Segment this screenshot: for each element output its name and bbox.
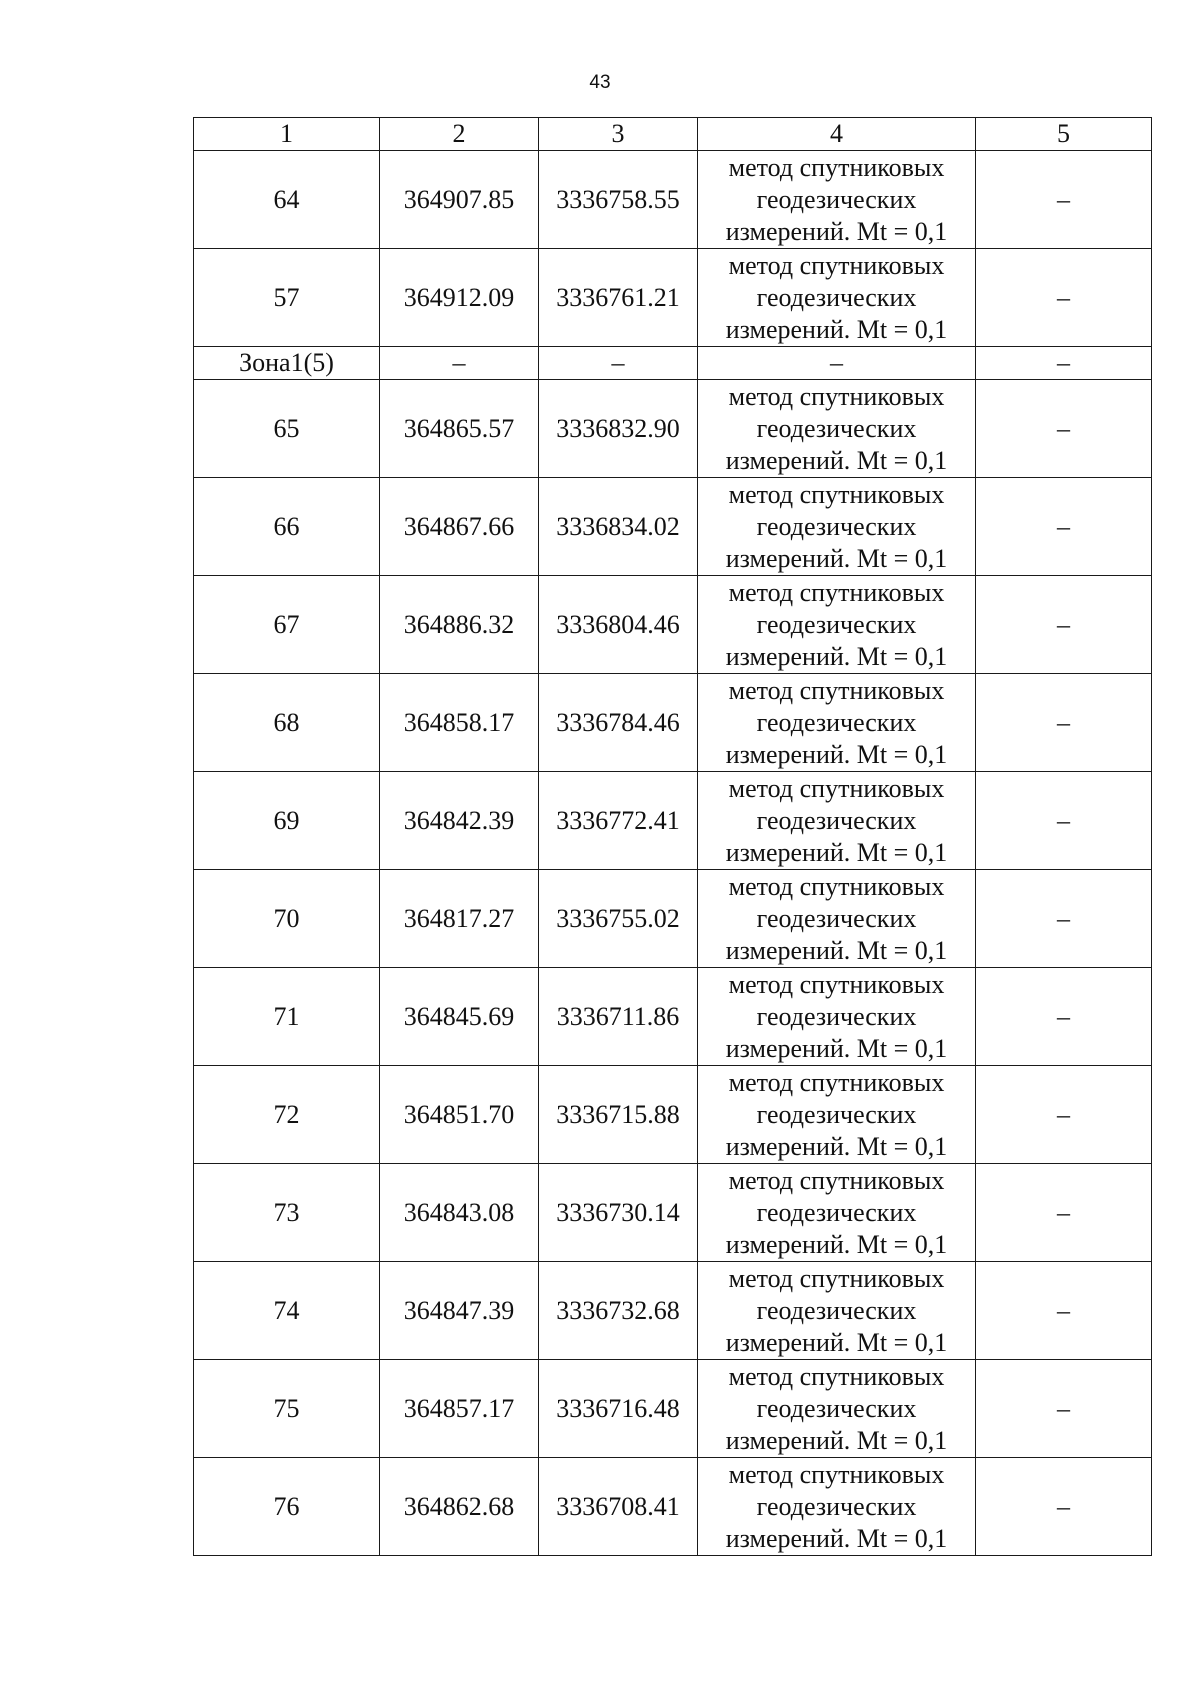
point-number-cell: 69	[194, 772, 380, 870]
table-row	[194, 576, 1152, 674]
method-line: геодезических	[756, 282, 917, 312]
method-cell	[698, 674, 976, 772]
method-line: геодезических	[756, 609, 917, 639]
point-number-cell: 72	[194, 1066, 380, 1164]
page-number: 43	[589, 72, 611, 93]
table-row	[194, 478, 1152, 576]
method-line: геодезических	[756, 1491, 917, 1521]
y-coordinate-cell: 3336716.48	[539, 1360, 698, 1458]
y-coordinate-cell: 3336804.46	[539, 576, 698, 674]
x-coordinate-cell: 364912.09	[380, 249, 539, 347]
note-cell: –	[976, 151, 1152, 249]
method-cell	[698, 576, 976, 674]
method-line: геодезических	[756, 184, 917, 214]
point-number-cell: 74	[194, 1262, 380, 1360]
method-line: измерений. Mt = 0,1	[725, 1033, 948, 1063]
method-cell	[698, 151, 976, 249]
method-line: геодезических	[756, 413, 917, 443]
note-cell: –	[976, 772, 1152, 870]
method-cell	[698, 380, 976, 478]
point-number-cell: 76	[194, 1458, 380, 1556]
y-coordinate-cell: 3336784.46	[539, 674, 698, 772]
x-coordinate-cell: 364851.70	[380, 1066, 539, 1164]
x-coordinate-cell: 364857.17	[380, 1360, 539, 1458]
table-row	[194, 1360, 1152, 1458]
method-line: геодезических	[756, 707, 917, 737]
column-header-2: 2	[380, 118, 539, 151]
note-cell: –	[976, 1262, 1152, 1360]
zone-row	[194, 347, 1152, 380]
y-coordinate-cell: 3336711.86	[539, 968, 698, 1066]
column-header-1: 1	[194, 118, 380, 151]
method-line: измерений. Mt = 0,1	[725, 935, 948, 965]
point-number-cell: 64	[194, 151, 380, 249]
method-line: измерений. Mt = 0,1	[725, 1327, 948, 1357]
y-coordinate-cell: 3336730.14	[539, 1164, 698, 1262]
note-cell: –	[976, 1164, 1152, 1262]
table-row	[194, 674, 1152, 772]
method-line: измерений. Mt = 0,1	[725, 739, 948, 769]
method-cell	[698, 968, 976, 1066]
zone-label: Зона1(5)	[194, 347, 380, 380]
note-cell: –	[976, 478, 1152, 576]
method-line: метод спутниковых	[728, 1459, 945, 1489]
table-header-row	[194, 118, 1152, 151]
point-number-cell: 75	[194, 1360, 380, 1458]
zone-x-cell: –	[380, 347, 539, 380]
point-number-cell: 70	[194, 870, 380, 968]
table-row	[194, 772, 1152, 870]
y-coordinate-cell: 3336761.21	[539, 249, 698, 347]
zone-note-cell: –	[976, 347, 1152, 380]
column-header-3: 3	[539, 118, 698, 151]
method-line: метод спутниковых	[728, 1067, 945, 1097]
table-row	[194, 1164, 1152, 1262]
method-line: геодезических	[756, 1197, 917, 1227]
y-coordinate-cell: 3336832.90	[539, 380, 698, 478]
method-line: геодезических	[756, 1295, 917, 1325]
note-cell: –	[976, 968, 1152, 1066]
table-row	[194, 1458, 1152, 1556]
method-line: метод спутниковых	[728, 1165, 945, 1195]
method-line: метод спутниковых	[728, 1263, 945, 1293]
method-line: геодезических	[756, 805, 917, 835]
point-number-cell: 68	[194, 674, 380, 772]
x-coordinate-cell: 364886.32	[380, 576, 539, 674]
coordinates-table	[193, 117, 1152, 1556]
table-row	[194, 1262, 1152, 1360]
table-row	[194, 249, 1152, 347]
x-coordinate-cell: 364907.85	[380, 151, 539, 249]
x-coordinate-cell: 364867.66	[380, 478, 539, 576]
method-line: геодезических	[756, 1393, 917, 1423]
y-coordinate-cell: 3336708.41	[539, 1458, 698, 1556]
method-line: измерений. Mt = 0,1	[725, 1523, 948, 1553]
point-number-cell: 67	[194, 576, 380, 674]
table-row	[194, 380, 1152, 478]
y-coordinate-cell: 3336834.02	[539, 478, 698, 576]
method-line: измерений. Mt = 0,1	[725, 216, 948, 246]
zone-method-cell: –	[698, 347, 976, 380]
method-cell	[698, 478, 976, 576]
note-cell: –	[976, 1066, 1152, 1164]
method-cell	[698, 249, 976, 347]
method-line: измерений. Mt = 0,1	[725, 543, 948, 573]
y-coordinate-cell: 3336715.88	[539, 1066, 698, 1164]
method-cell	[698, 1458, 976, 1556]
method-line: измерений. Mt = 0,1	[725, 1131, 948, 1161]
method-line: измерений. Mt = 0,1	[725, 641, 948, 671]
method-line: геодезических	[756, 1001, 917, 1031]
method-line: метод спутниковых	[728, 1361, 945, 1391]
method-line: метод спутниковых	[728, 381, 945, 411]
x-coordinate-cell: 364847.39	[380, 1262, 539, 1360]
point-number-cell: 57	[194, 249, 380, 347]
x-coordinate-cell: 364858.17	[380, 674, 539, 772]
table-row	[194, 968, 1152, 1066]
point-number-cell: 73	[194, 1164, 380, 1262]
method-line: измерений. Mt = 0,1	[725, 837, 948, 867]
note-cell: –	[976, 576, 1152, 674]
method-line: метод спутниковых	[728, 773, 945, 803]
method-line: геодезических	[756, 1099, 917, 1129]
point-number-cell: 65	[194, 380, 380, 478]
method-line: метод спутниковых	[728, 577, 945, 607]
column-header-4: 4	[698, 118, 976, 151]
y-coordinate-cell: 3336732.68	[539, 1262, 698, 1360]
note-cell: –	[976, 1360, 1152, 1458]
x-coordinate-cell: 364865.57	[380, 380, 539, 478]
method-cell	[698, 1262, 976, 1360]
x-coordinate-cell: 364843.08	[380, 1164, 539, 1262]
method-line: измерений. Mt = 0,1	[725, 445, 948, 475]
method-cell	[698, 1066, 976, 1164]
x-coordinate-cell: 364862.68	[380, 1458, 539, 1556]
method-cell	[698, 772, 976, 870]
method-line: метод спутниковых	[728, 969, 945, 999]
method-line: измерений. Mt = 0,1	[725, 1229, 948, 1259]
y-coordinate-cell: 3336772.41	[539, 772, 698, 870]
point-number-cell: 66	[194, 478, 380, 576]
table-row	[194, 151, 1152, 249]
x-coordinate-cell: 364842.39	[380, 772, 539, 870]
method-line: метод спутниковых	[728, 152, 945, 182]
method-cell	[698, 870, 976, 968]
table-body	[194, 151, 1152, 1556]
method-line: измерений. Mt = 0,1	[725, 314, 948, 344]
method-line: геодезических	[756, 903, 917, 933]
method-line: метод спутниковых	[728, 479, 945, 509]
method-cell	[698, 1360, 976, 1458]
y-coordinate-cell: 3336758.55	[539, 151, 698, 249]
note-cell: –	[976, 1458, 1152, 1556]
y-coordinate-cell: 3336755.02	[539, 870, 698, 968]
zone-y-cell: –	[539, 347, 698, 380]
method-line: метод спутниковых	[728, 250, 945, 280]
table-row	[194, 1066, 1152, 1164]
note-cell: –	[976, 380, 1152, 478]
x-coordinate-cell: 364845.69	[380, 968, 539, 1066]
note-cell: –	[976, 249, 1152, 347]
table-row	[194, 870, 1152, 968]
column-header-5: 5	[976, 118, 1152, 151]
note-cell: –	[976, 674, 1152, 772]
method-cell	[698, 1164, 976, 1262]
method-line: метод спутниковых	[728, 675, 945, 705]
method-line: метод спутниковых	[728, 871, 945, 901]
method-line: измерений. Mt = 0,1	[725, 1425, 948, 1455]
note-cell: –	[976, 870, 1152, 968]
x-coordinate-cell: 364817.27	[380, 870, 539, 968]
method-line: геодезических	[756, 511, 917, 541]
point-number-cell: 71	[194, 968, 380, 1066]
